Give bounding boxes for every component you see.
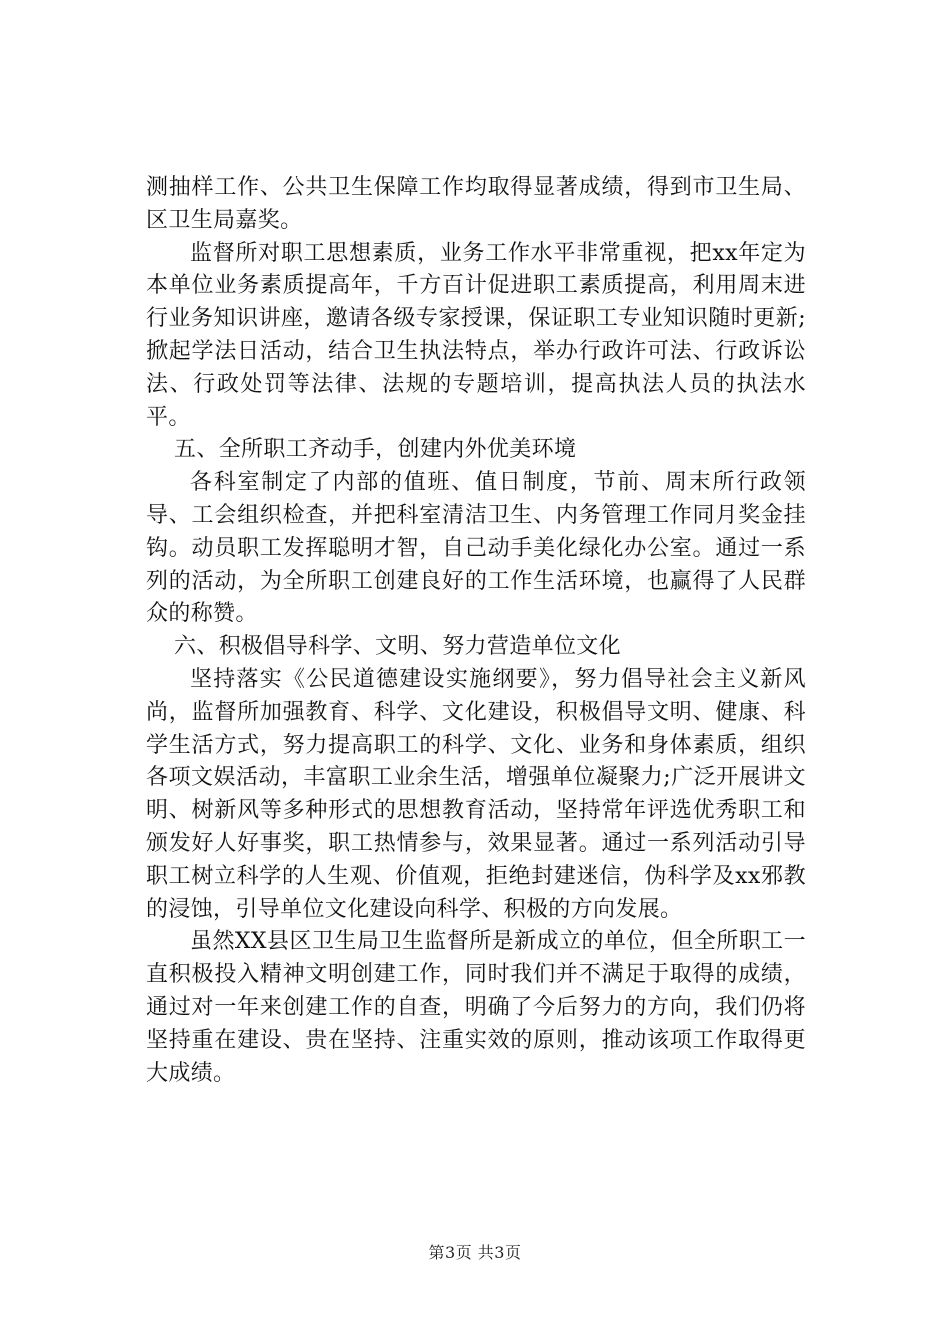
paragraph-continuation: 测抽样工作、公共卫生保障工作均取得显著成绩，得到市卫生局、区卫生局嘉奖。: [146, 175, 806, 233]
paragraph-staff-training: 监督所对职工思想素质，业务工作水平非常重视，把xx年定为本单位业务素质提高年，千方百计促进职工素质提高，利用周末进行业务知识讲座，邀请各级专家授课，保证职工专业知识随时更新;掀起学法日活动，结合卫生执法特点，举办行政许可法、行政诉讼法、行政处罚等法律、法规的专题培训，提高执法人员的执法水平。: [146, 240, 806, 430]
section-heading-six: 六、积极倡导科学、文明、努力营造单位文化: [174, 634, 622, 660]
paragraph-environment: 各科室制定了内部的值班、值日制度，节前、周末所行政领导、工会组织检查，并把科室清洁卫生、内务管理工作同月奖金挂钩。动员职工发挥聪明才智，自己动手美化绿化办公室。通过一系列的活动，为全所职工创建良好的工作生活环境，也赢得了人民群众的称赞。: [146, 470, 806, 627]
page-footer: 第3页 共3页: [428, 1243, 522, 1262]
section-heading-five: 五、全所职工齐动手，创建内外优美环境: [174, 437, 577, 463]
paragraph-conclusion: 虽然XX县区卫生局卫生监督所是新成立的单位，但全所职工一直积极投入精神文明创建工作，同时我们并不满足于取得的成绩，通过对一年来创建工作的自查，明确了今后努力的方向，我们仍将坚持重在建设、贵在坚持、注重实效的原则，推动该项工作取得更大成绩。: [146, 929, 806, 1086]
paragraph-culture: 坚持落实《公民道德建设实施纲要》，努力倡导社会主义新风尚，监督所加强教育、科学、文化建设，积极倡导文明、健康、科学生活方式，努力提高职工的科学、文化、业务和身体素质，组织各项文娱活动，丰富职工业余生活，增强单位凝聚力;广泛开展讲文明、树新风等多种形式的思想教育活动，坚持常年评选优秀职工和颁发好人好事奖，职工热情参与，效果显著。通过一系列活动引导职工树立科学的人生观、价值观，拒绝封建迷信，伪科学及xx邪教的浸蚀，引导单位文化建设向科学、积极的方向发展。: [146, 666, 806, 922]
document-body: [146, 172, 806, 1090]
